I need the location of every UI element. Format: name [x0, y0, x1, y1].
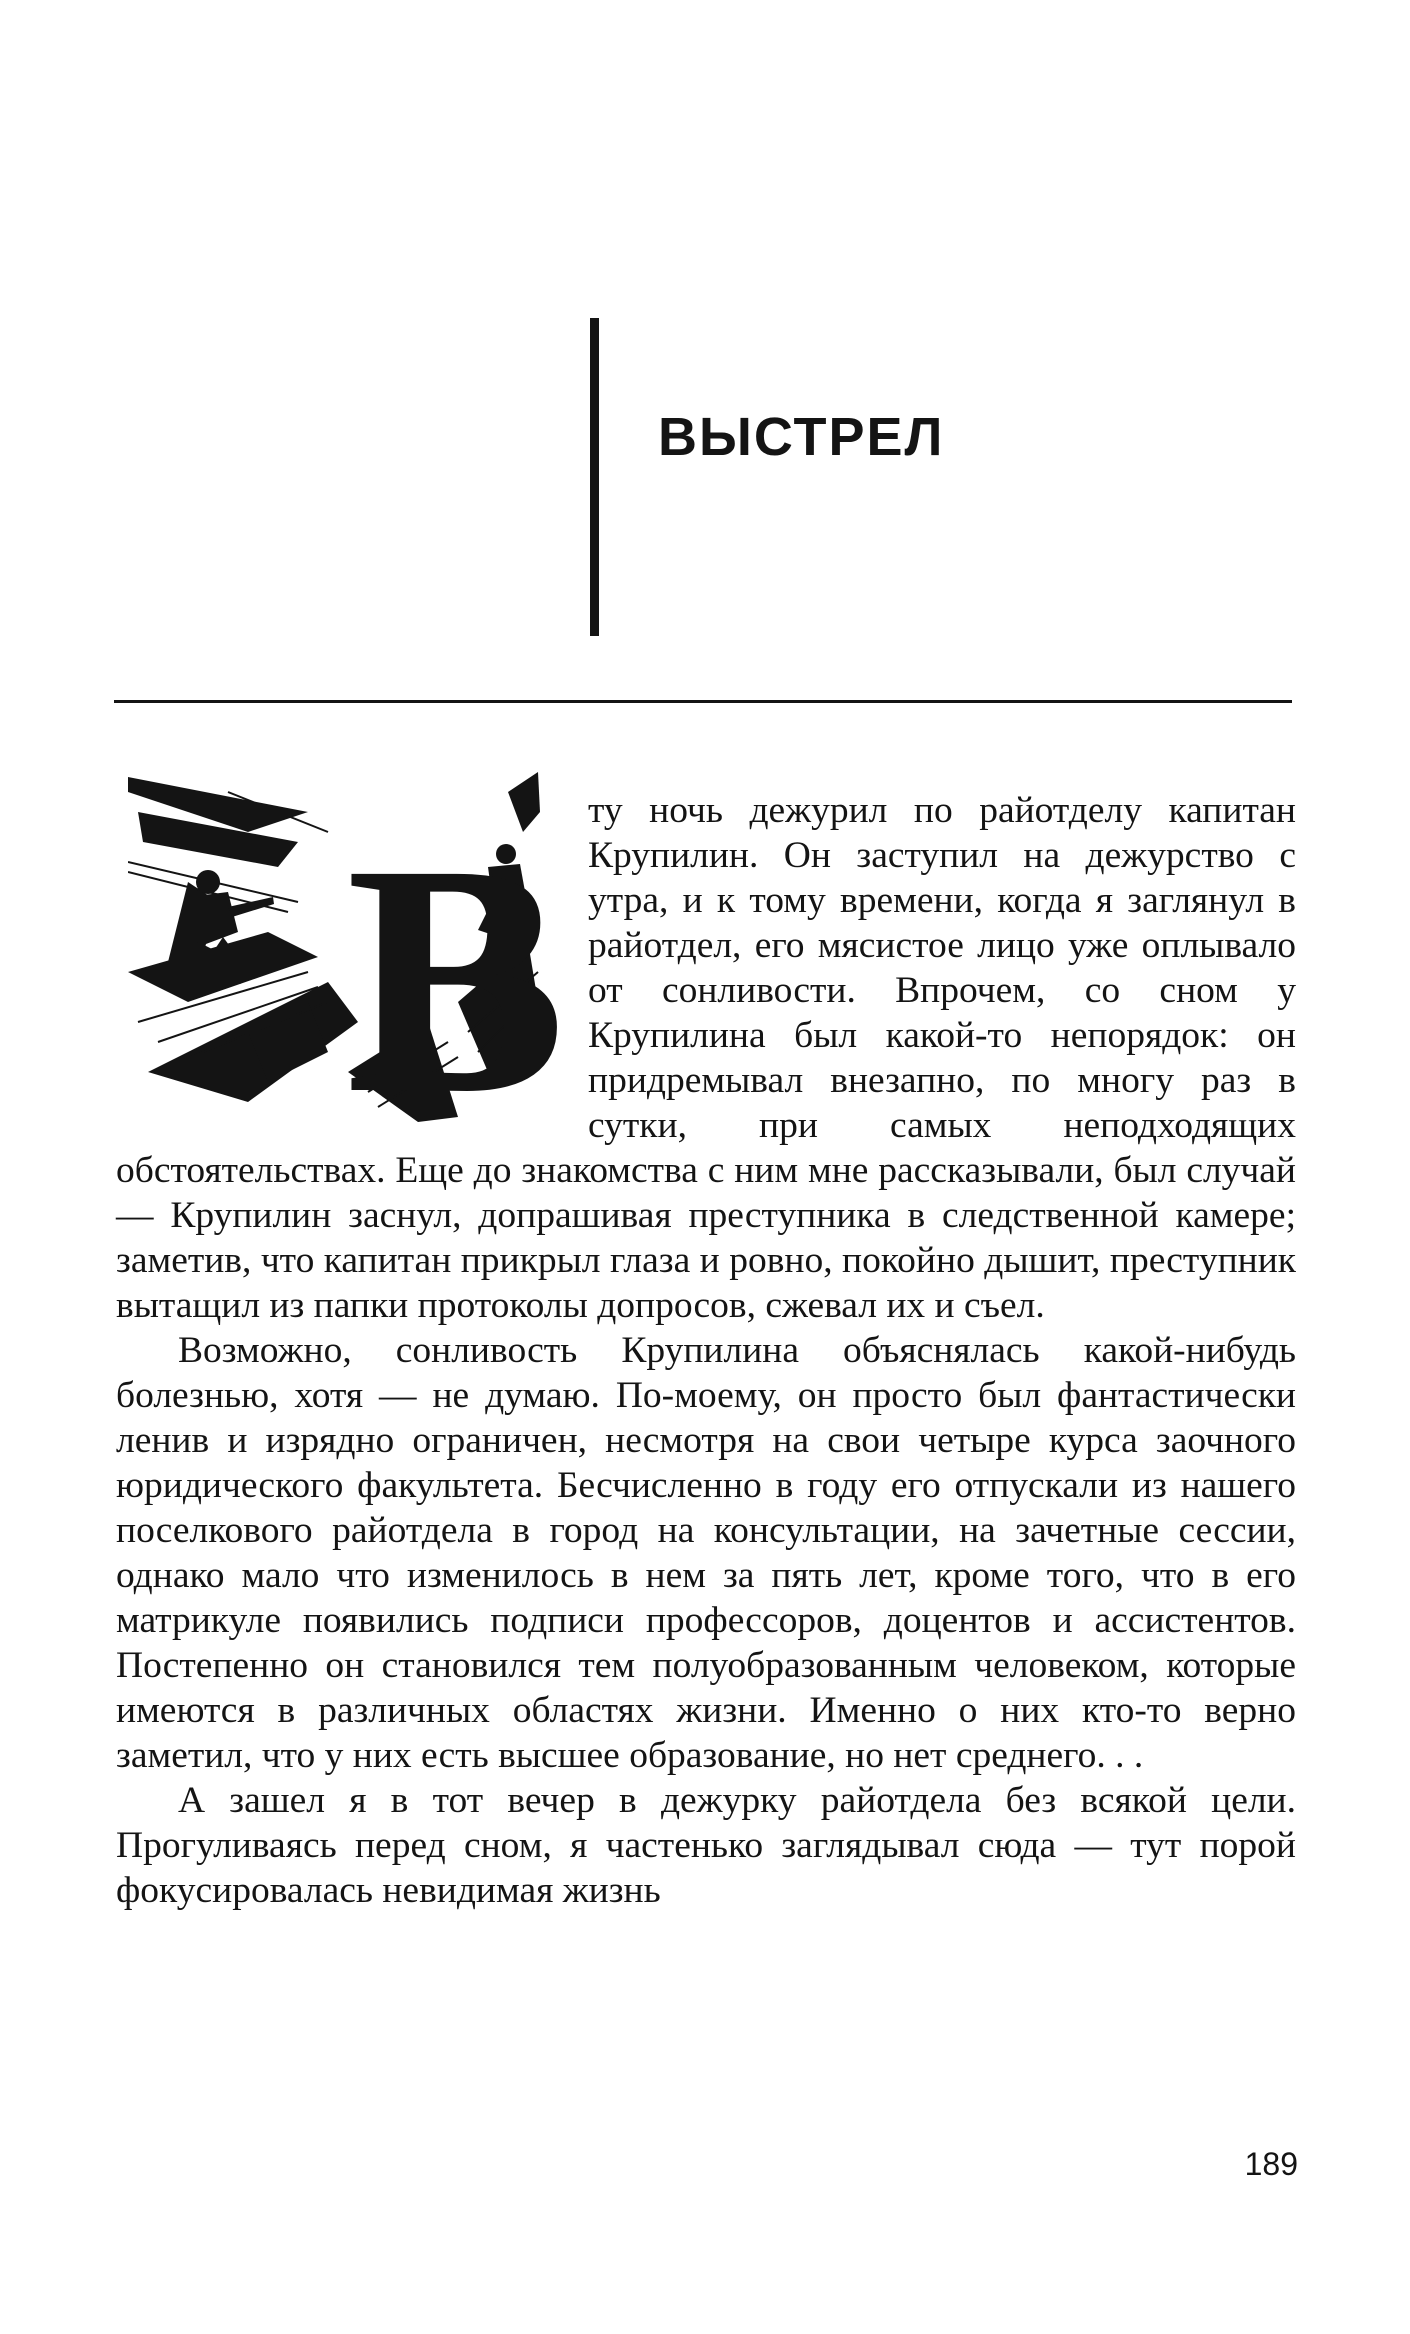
page-number: 189	[1244, 2146, 1298, 2182]
chapter-title: ВЫСТРЕЛ	[658, 407, 945, 467]
paragraph-2: Возможно, сонливость Крупилина объяснялась какой-нибудь болезнью, хотя — не думаю. По-моему, он просто был фантастически ленив и изрядно ограничен, несмотря на свои четыре курса заочного юридического факультета. Бесчисленно в году его отпускали из нашего поселкового райотдела в город на консультации, на зачетные сессии, однако мало что изменилось в нем за пять лет, кроме того, что в его матрикуле появились подписи профессоров, доцентов и ассистентов. Постепенно он становился тем полуобразованным человеком, которые имеются в различных областях жизни. Именно о них кто-то верно заметил, что у них есть высшее образование, но нет среднего. . .	[116, 1330, 1296, 1776]
header-horizontal-rule	[114, 700, 1292, 703]
title-vertical-rule	[590, 318, 599, 636]
drop-cap-space	[116, 788, 588, 1143]
drop-cap-letter: В	[346, 797, 567, 1132]
paragraph-1: ту ночь дежурил по райотделу капитан Крупилин. Он заступил на дежурство с утра, и к тому времени, когда я заглянул в райотдел, его мясистое лицо уже оплывало от сонливости. Впрочем, со сном у Крупилина был какой-то непорядок: он придремывал внезапно, по многу раз в сутки, при самых неподходящих обстоятельствах. Еще до знакомства с ним мне рассказывали, был случай — Крупилин заснул, допрашивая преступника в следственной камере; заметив, что капитан прикрыл глаза и ровно, покойно дышит, преступник вытащил из папки протоколы допросов, сжевал их и съел.	[116, 790, 1296, 1326]
paragraph-3: А зашел я в тот вечер в дежурку райотдела без всякой цели. Прогуливаясь перед сном, я частенько заглядывал сюда — тут порой фокусировалась невидимая жизнь	[116, 1780, 1296, 1911]
body-text	[116, 788, 1296, 1913]
